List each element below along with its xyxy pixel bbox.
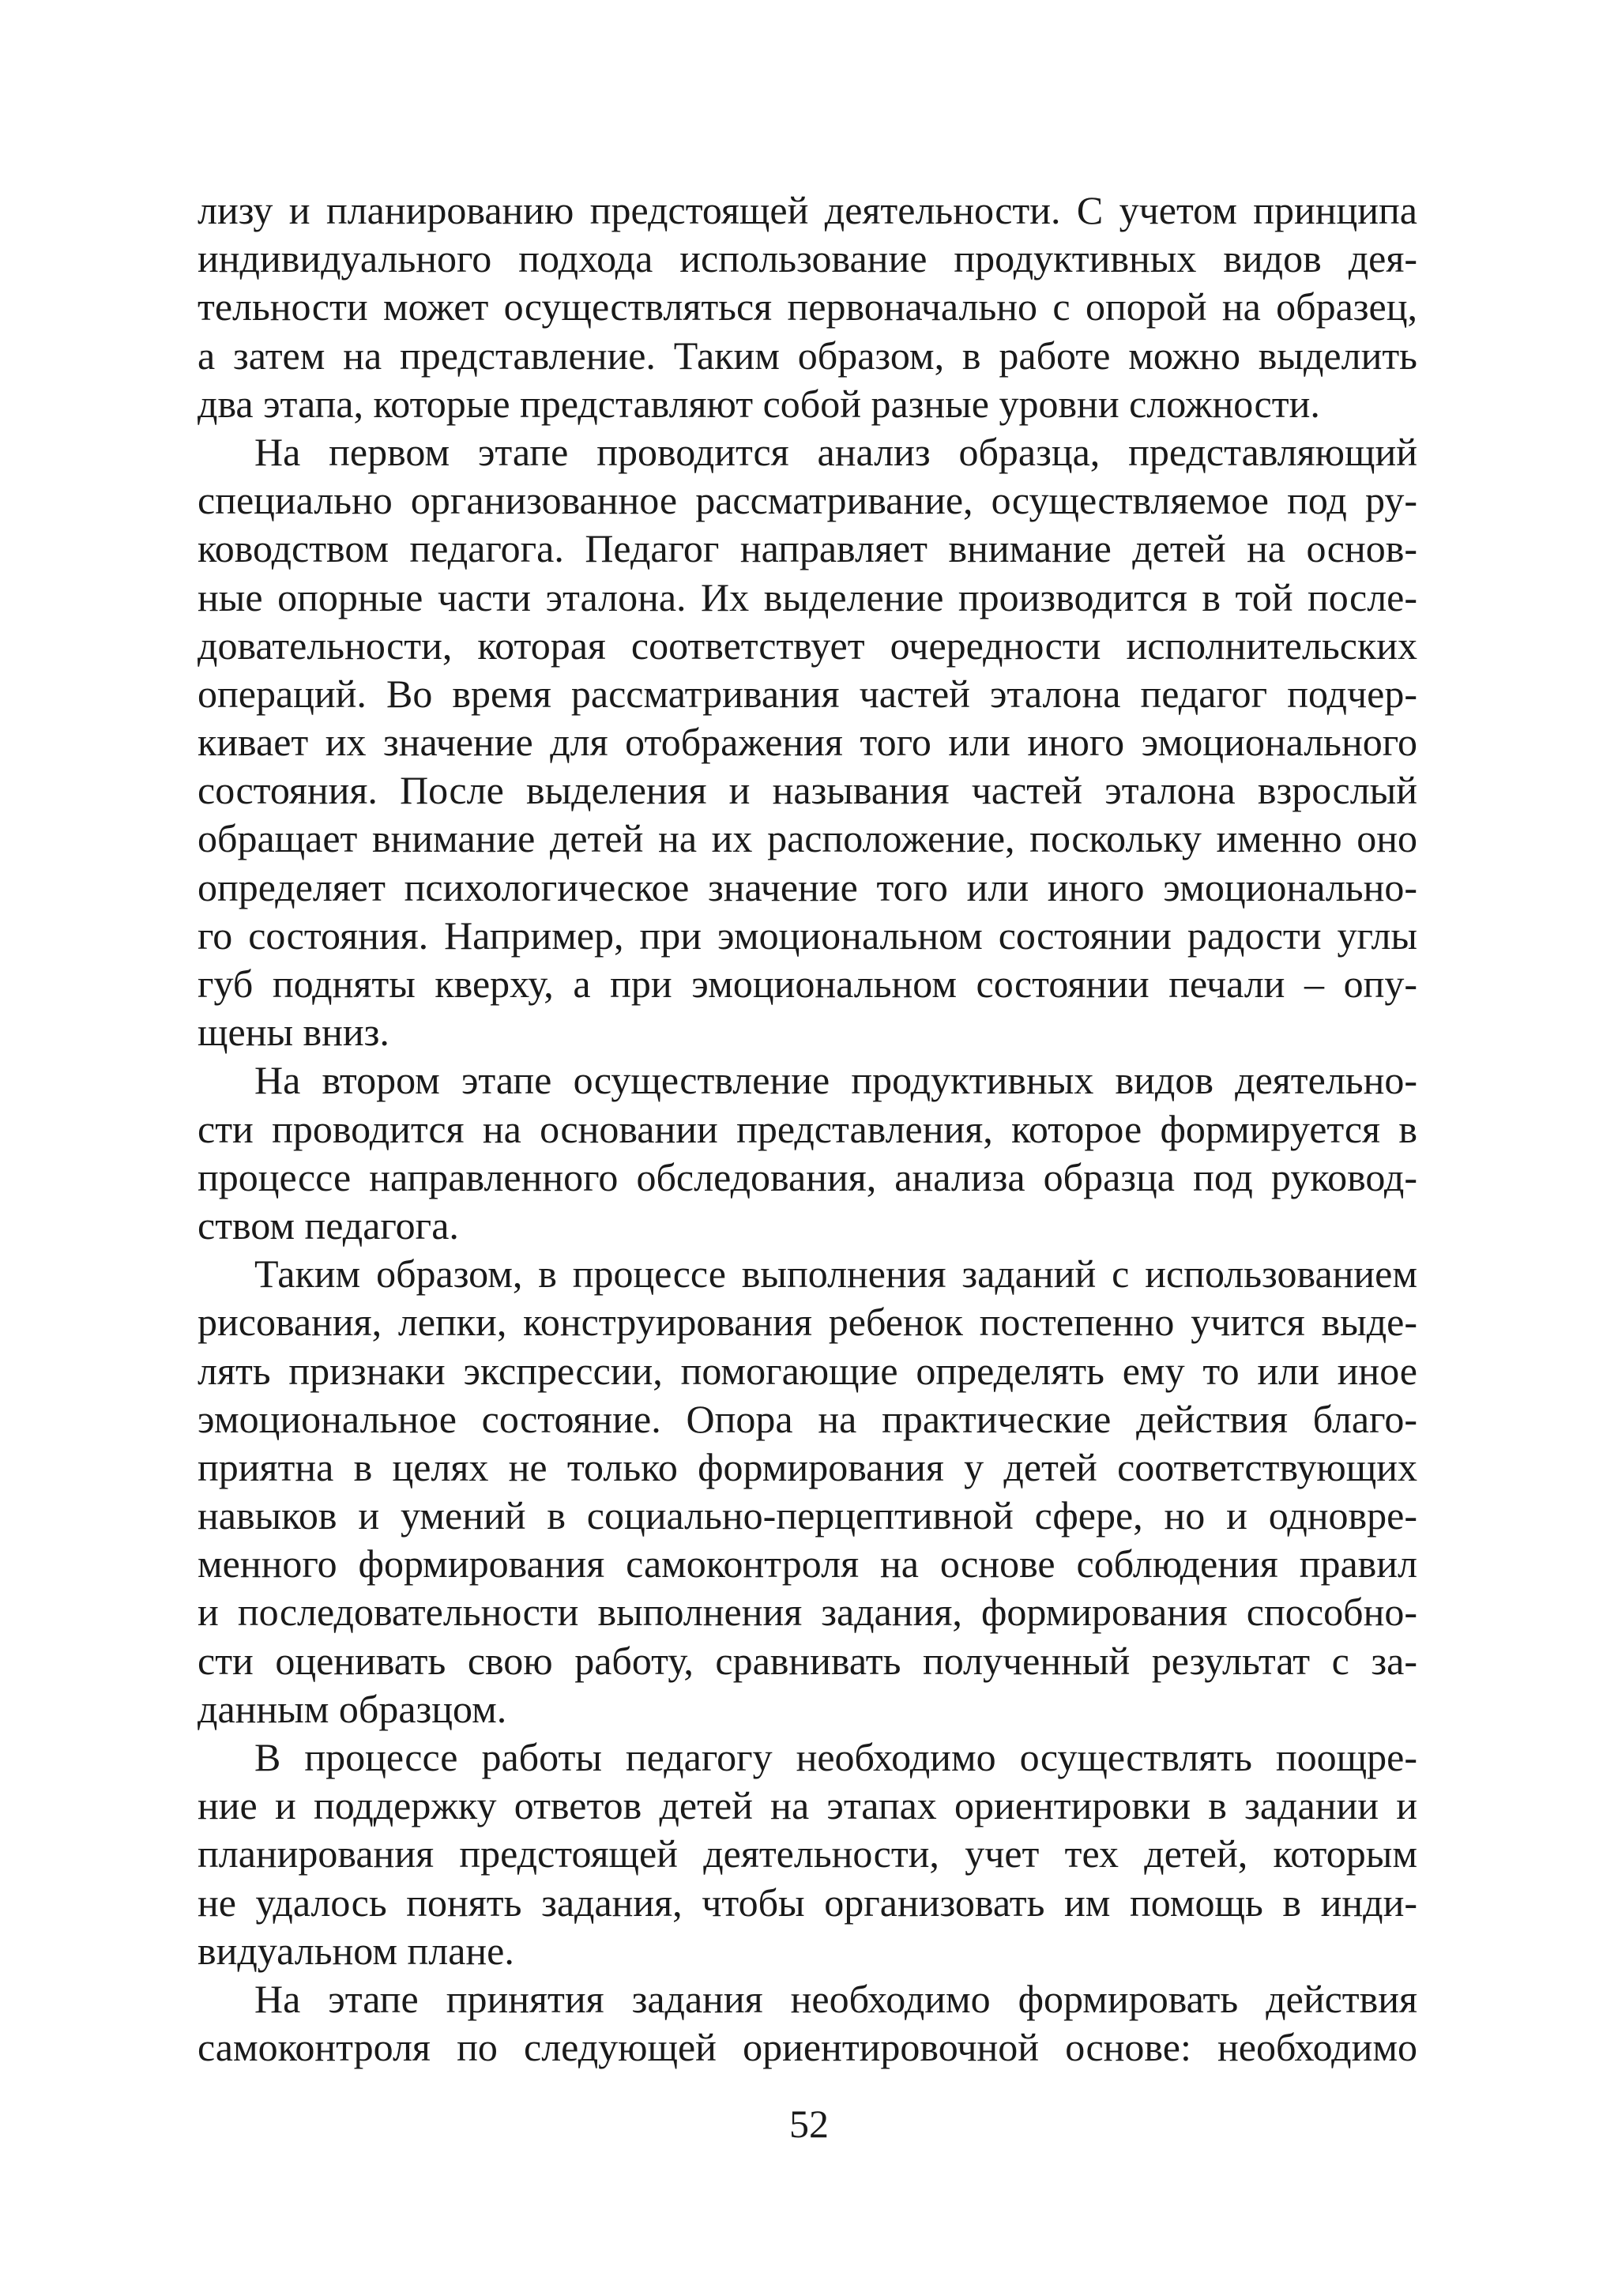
text-line: и последовательности выполнения задания, формирования способно-	[198, 1590, 1417, 1635]
text-line: довательности, которая соответствует очередности исполнительских	[198, 623, 1417, 668]
text-line: менного формирования самоконтроля на основе соблюдения правил	[198, 1541, 1417, 1586]
text-line: кивает их значение для отображения того или иного эмоционального	[198, 720, 1417, 765]
text-line: го состояния. Например, при эмоциональном состоянии радости углы	[198, 913, 1417, 958]
paragraph	[198, 1056, 1417, 1250]
text-line: ководством педагога. Педагог направляет внимание детей на основ-	[198, 526, 1417, 571]
paragraph	[198, 428, 1417, 1056]
text-line: операций. Во время рассматривания частей эталона педагог подчер-	[198, 671, 1417, 716]
text-line: В процессе работы педагогу необходимо осуществлять поощре-	[254, 1735, 1417, 1779]
text-line: лизу и планированию предстоящей деятельности. С учетом принципа	[198, 188, 1417, 232]
text-line: эмоциональное состояние. Опора на практические действия благо-	[198, 1396, 1417, 1441]
text-line: Таким образом, в процессе выполнения заданий с использованием	[254, 1252, 1417, 1297]
text-line: видуальном плане.	[198, 1928, 514, 1973]
text-line: процессе направленного обследования, анализа образца под руковод-	[198, 1154, 1417, 1199]
text-line: губ подняты кверху, а при эмоциональном состоянии печали – опу-	[198, 962, 1417, 1006]
text-line: тельности может осуществляться первоначально с опорой на образец,	[198, 284, 1417, 329]
text-line: щены вниз.	[198, 1010, 389, 1055]
text-line: индивидуального подхода использование продуктивных видов дея-	[198, 236, 1417, 281]
text-line: На первом этапе проводится анализ образца, представляющий	[254, 429, 1417, 474]
text-line: ные опорные части эталона. Их выделение производится в той после-	[198, 574, 1417, 619]
text-line: не удалось понять задания, чтобы организовать им помощь в инди-	[198, 1880, 1417, 1925]
paragraph	[198, 1733, 1417, 1975]
text-line: планирования предстоящей деятельности, учет тех детей, которым	[198, 1831, 1417, 1876]
text-line: а затем на представление. Таким образом, в работе можно выделить	[198, 333, 1417, 378]
text-line: На втором этапе осуществление продуктивных видов деятельно-	[254, 1058, 1417, 1103]
text-line: ние и поддержку ответов детей на этапах ориентировки в задании и	[198, 1783, 1417, 1828]
text-line: обращает внимание детей на их расположение, поскольку именно оно	[198, 816, 1417, 861]
text-line: два этапа, которые представляют собой разные уровни сложности.	[198, 381, 1320, 426]
page-number: 52	[789, 2102, 829, 2146]
text-line: рисования, лепки, конструирования ребенок постепенно учится выде-	[198, 1300, 1417, 1345]
text-line: ством педагога.	[198, 1203, 459, 1248]
text-line: сти проводится на основании представления, которое формируется в	[198, 1106, 1417, 1151]
text-line: На этапе принятия задания необходимо формировать действия	[254, 1976, 1417, 2021]
text-line: навыков и умений в социально-перцептивной сфере, но и одновре-	[198, 1493, 1417, 1538]
paragraph	[198, 1975, 1417, 2072]
text-line: состояния. После выделения и называния частей эталона взрослый	[198, 768, 1417, 813]
text-line: специально организованное рассматривание, осуществляемое под ру-	[198, 478, 1417, 523]
body-text	[198, 186, 1417, 2072]
paragraph	[198, 1250, 1417, 1733]
text-line: сти оценивать свою работу, сравнивать полученный результат с за-	[198, 1638, 1417, 1683]
paragraph	[198, 186, 1417, 428]
text-line: лять признаки экспрессии, помогающие определять ему то или иное	[198, 1348, 1417, 1393]
text-line: определяет психологическое значение того или иного эмоционально-	[198, 864, 1417, 909]
text-line: самоконтроля по следующей ориентировочной основе: необходимо	[198, 2025, 1417, 2070]
text-line: данным образцом.	[198, 1686, 507, 1731]
text-line: приятна в целях не только формирования у детей соответствующих	[198, 1444, 1417, 1489]
